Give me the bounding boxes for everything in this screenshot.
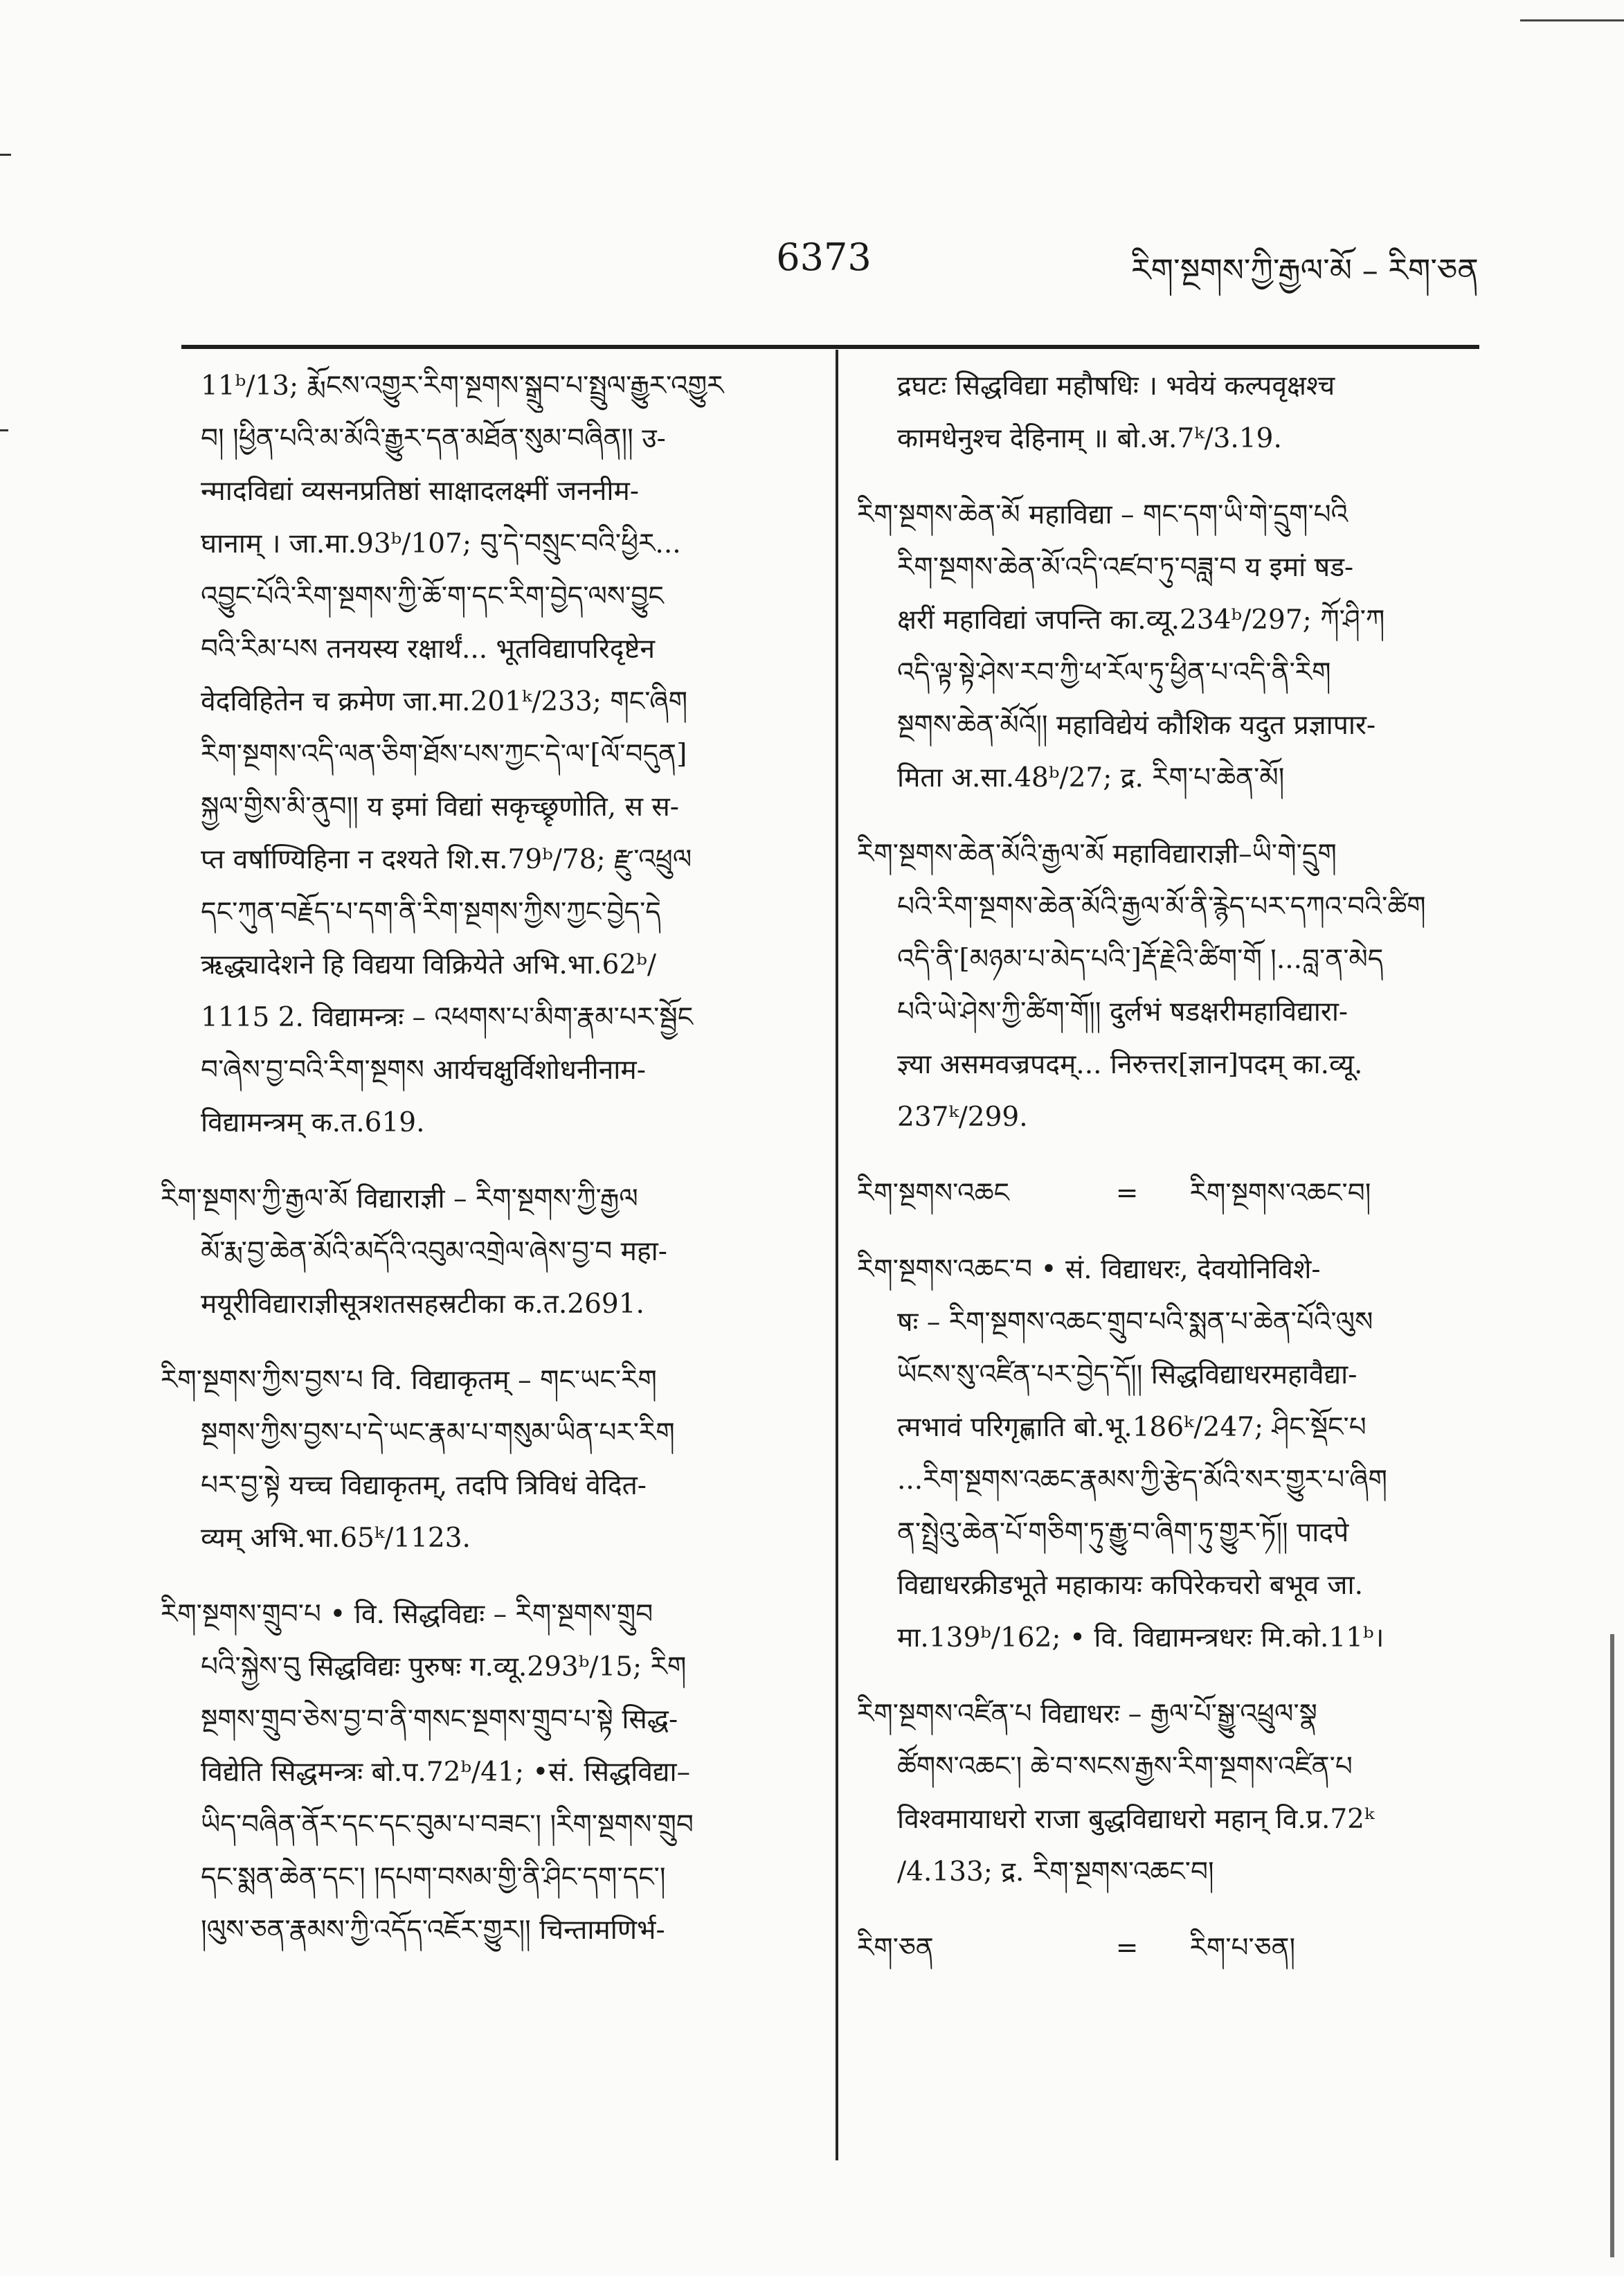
entry-line: བའི་རིམ་པས तनयस्य रक्षार्थं... भूतविद्यापरिदृष्टेन: [201, 634, 655, 665]
entry-line: वेदविहितेन च क्रमेण जा.मा.201ᵏ/233; གང་ཞིག: [201, 686, 688, 717]
entry-line: རིག་སྔགས་གྲུབ་པ • वि. सिद्धविद्यः – རིག་སྔགས་གྲུབ: [161, 1599, 653, 1630]
entry-line: དང་ཀུན་བརྗོད་པ་དག་ནི་རིག་སྔགས་ཀྱིས་ཀྱང་བྱེད་དེ: [201, 897, 661, 928]
entry-line: རིག་སྔགས་འཛིན་པ विद्याधरः – རྒྱལ་པོ་སྒྱུ་འཕྲུལ་སྣ: [857, 1699, 1317, 1730]
entry-line: विश्वमायाधरो राजा बुद्धविद्याधरो महान् वि.प्र.72ᵏ: [897, 1804, 1375, 1835]
entry-line: /4.133; द्र. རིག་སྔགས་འཆང་བ།: [897, 1856, 1214, 1888]
entry-line: མོ་རྨ་བྱ་ཆེན་མོའི་མདོའི་འབུམ་འགྲེལ་ཞེས་བྱ་བ महा-: [201, 1236, 667, 1267]
margin-tick-lower: [0, 429, 8, 431]
entry-line: རིག་སྔགས་ཆེན་མོའི་རྒྱལ་མོ महाविद्याराज्ञी–ཡི་གེ་དྲུག: [857, 839, 1337, 870]
equals-sign: =: [1115, 1933, 1139, 1964]
entry-line: ཡོངས་སུ་འཛིན་པར་བྱེད་དོ།། सिद्धविद्याधरमहावैद्या-: [897, 1359, 1357, 1390]
dictionary-entry: [857, 1688, 1473, 1899]
entry-line: ऋद्ध्यादेशने हि विद्यया विक्रियेते अभि.भा.62ᵇ/: [201, 949, 656, 980]
entry-line: རིག་སྔགས་ཀྱིས་བྱས་པ वि. विद्याकृतम् – གང་ཡང་རིག: [161, 1365, 657, 1396]
cross-reference-entry: [857, 1167, 1473, 1220]
entry-line: སྔགས་ཀྱིས་བྱས་པ་དེ་ཡང་རྣམ་པ་གསུམ་ཡིན་པར་རིག: [201, 1417, 675, 1449]
entry-line: སྔགས་ཆེན་མོའོ།། महाविद्येयं कौशिक यदुत प्रज्ञापार-: [897, 710, 1376, 741]
cross-reference-line: [857, 1922, 1473, 1975]
column-divider: [836, 350, 838, 2160]
entry-line: ཚོགས་འཆང་། ཆེ་བ་སངས་རྒྱས་རིག་སྔགས་འཛིན་པ: [897, 1751, 1353, 1782]
equals-sign: =: [1115, 1178, 1139, 1209]
entry-line: प्त वर्षाण्यिहिना न दश्यते शि.स.79ᵇ/78; རྫུ་འཕྲུལ: [201, 844, 692, 875]
entry-line: क्षरीं महाविद्यां जपन्ति का.व्यू.234ᵇ/297; ཀོ་ཤི་ཀ: [897, 604, 1385, 636]
headword: རིག་སྔགས་འཆང: [857, 1178, 1009, 1209]
page-edge-line: [1610, 1634, 1614, 2257]
entry-line: རིག་སྔགས་འདི་ལན་ཅིག་ཐོས་པས་ཀྱང་དེ་ལ་[ལོ་བདུན]: [201, 739, 687, 770]
cross-reference-entry: [857, 1922, 1473, 1975]
entry-line: 1115 2. विद्यामन्त्रः – འཕགས་པ་མིག་རྣམ་པར་སྦྱོང: [201, 1002, 694, 1033]
entry-line: मयूरीविद्याराज्ञीसूत्रशतसहस्रटीका क.त.2691.: [201, 1289, 644, 1320]
running-head: རིག་སྔགས་ཀྱི་རྒྱལ་མོ – རིག་ཅན: [1131, 251, 1479, 289]
entry-line: དང་སྨན་ཆེན་དང་། །དཔག་བསམ་གྱི་ནི་ཤིང་དག་དང་།: [201, 1862, 666, 1893]
entry-line: པར་བྱ་སྟེ यच्च विद्याकृतम्, तदपि त्रिविधं वेदित-: [201, 1470, 647, 1501]
entry-line: ...རིག་སྔགས་འཆང་རྣམས་ཀྱི་རྩེད་མོའི་སར་གྱུར་པ་ཞིག: [897, 1464, 1387, 1496]
entry-line: विद्येति सिद्धमन्त्रः बो.प.72ᵇ/41; •सं. सिद्धविद्या–: [201, 1757, 691, 1788]
margin-tick-top: [0, 154, 11, 156]
entry-line: འབྱུང་པོའི་རིག་སྔགས་ཀྱི་ཆོ་ག་དང་རིག་བྱེད་ལས་བྱུང: [201, 581, 664, 612]
dictionary-entry: [161, 1354, 808, 1565]
dictionary-entry: [161, 1588, 808, 1957]
entry-line: ན་སྤྲེའུ་ཆེན་པོ་གཅིག་ཏུ་རྒྱུ་བ་ཞིག་ཏུ་གྱུར་ཏོ།། पादपे: [897, 1517, 1349, 1548]
entry-line: 11ᵇ/13; རྨོངས་འགྱུར་རིག་སྔགས་སྒྲུབ་པ་སྤྲུལ་རྒྱུར་འགྱུར: [201, 370, 724, 402]
dictionary-entry: [161, 1173, 808, 1331]
entry-line: སྐྱལ་གྱིས་མི་ནུབ།། य इमां विद्यां सकृच्छ्रृणोति, स स-: [201, 791, 679, 823]
entry-line: འདི་ནི་[མཉམ་པ་མེད་པའི་]རྡོ་རྗེའི་ཚིག་གོ །...བླ་ན་མེད: [897, 944, 1384, 975]
entry-line: न्मादविद्यां व्यसनप्रतिष्ठां साक्षादलक्ष्मीं जननीम-: [201, 476, 640, 507]
entry-line: སྔགས་གྲུབ་ཅེས་བྱ་བ་ནི་གསང་སྔགས་གྲུབ་པ་སྟེ सिद्ध-: [201, 1704, 678, 1735]
entry-line: द्रघटः सिद्धविद्या महौषधिः । भवेयं कल्पवृक्षश्च: [897, 370, 1335, 402]
entry-line: འདི་ལྟ་སྟེ་ཤེས་རབ་ཀྱི་ཕ་རོལ་ཏུ་ཕྱིན་པ་འདི་ནི་རིག: [897, 657, 1331, 688]
entry-line: कामधेनुश्च देहिनाम् ॥ बो.अ.7ᵏ/3.19.: [897, 423, 1282, 454]
entry-line: षः – རིག་སྔགས་འཆང་གྲུབ་པའི་སྨན་པ་ཆེན་པོའི་ལུས: [897, 1307, 1373, 1338]
entry-line: རིག་སྔགས་འཆང་བ • सं. विद्याधरः, देवयोनिविशे-: [857, 1254, 1321, 1285]
entry-line: त्मभावं परिगृह्णाति बो.भू.186ᵏ/247; ཤིང་སྡོང་པ: [897, 1412, 1366, 1443]
entry-line: 237ᵏ/299.: [897, 1102, 1028, 1133]
entry-continuation: [161, 360, 808, 1149]
entry-line: བ། །ཕྱིན་པའི་མ་མོའི་རྒྱུར་དན་མཐོན་སུམ་བཞིན།། उ-: [201, 423, 666, 454]
entry-line: པའི་རིག་སྔགས་ཆེན་མོའི་རྒྱལ་མོ་ནི་རྙེད་པར་དཀའ་བའི་ཚིག: [897, 891, 1426, 922]
entry-line: ཡིད་བཞིན་ནོར་དང་དང་བུམ་པ་བཟང་། །རིག་སྔགས་གྲུབ: [201, 1809, 694, 1840]
left-column: [161, 360, 808, 1969]
entry-line: བ་ཞེས་བྱ་བའི་རིག་སྔགས आर्यचक्षुर्विशोधनीनाम-: [201, 1055, 646, 1086]
reference-target: རིག་པ་ཅན།: [1189, 1933, 1296, 1964]
dictionary-entry: [857, 489, 1473, 805]
dictionary-entry: [857, 828, 1473, 1144]
right-column: [857, 360, 1473, 1987]
entry-line: मिता अ.सा.48ᵇ/27; द्र. རིག་པ་ཆེན་མོ།: [897, 762, 1285, 794]
reference-target: རིག་སྔགས་འཆང་བ།: [1189, 1178, 1371, 1209]
entry-line: རིག་སྔགས་ཆེན་མོ་འདི་འཛབ་ཏུ་བཟླ་བ य इमां षड-: [897, 552, 1354, 583]
page-number: 6373: [776, 235, 872, 279]
entry-line: རིག་སྔགས་ཀྱི་རྒྱལ་མོ विद्याराज्ञी – རིག་སྔགས་ཀྱི་རྒྱལ: [161, 1183, 638, 1215]
entry-line: །ལུས་ཅན་རྣམས་ཀྱི་འདོད་འཇོར་གྱུར།། चिन्तामणिर्भ-: [201, 1915, 665, 1946]
entry-line: विद्यामन्त्रम् क.त.619.: [201, 1107, 425, 1138]
cross-reference-line: [857, 1167, 1473, 1220]
header-rule: [181, 345, 1479, 349]
entry-line: घानाम् । जा.मा.93ᵇ/107; བུ་དེ་བསྲུང་བའི་ཕྱིར...: [201, 528, 681, 559]
dictionary-entry: [857, 1244, 1473, 1665]
entry-continuation: [857, 360, 1473, 465]
entry-line: व्यम् अभि.भा.65ᵏ/1123.: [201, 1523, 471, 1554]
entry-line: विद्याधरक्रीडभूते महाकायः कपिरेकचरो बभूव जा.: [897, 1570, 1363, 1601]
entry-line: པའི་སྐྱེས་བུ सिद्धविद्यः पुरुषः ग.व्यू.293ᵇ/15; རིག: [201, 1651, 687, 1683]
entry-line: པའི་ཡེ་ཤེས་ཀྱི་ཚིག་གོ།། दुर्लभं षडक्षरीमहाविद्यारा-: [897, 996, 1348, 1028]
entry-line: ज्ञ्या असमवज्रपदम्... निरुत्तर[ज्ञान]पदम् का.व्यू.: [897, 1049, 1363, 1080]
entry-line: རིག་སྔགས་ཆེན་མོ महाविद्या – གང་དག་ཡི་གེ་དྲུག་པའི: [857, 499, 1348, 530]
corner-dash: [1520, 19, 1624, 21]
entry-line: मा.139ᵇ/162; • वि. विद्यामन्त्रधरः मि.को.11ᵇ।: [897, 1622, 1384, 1654]
headword: རིག་ཅན: [857, 1933, 934, 1964]
